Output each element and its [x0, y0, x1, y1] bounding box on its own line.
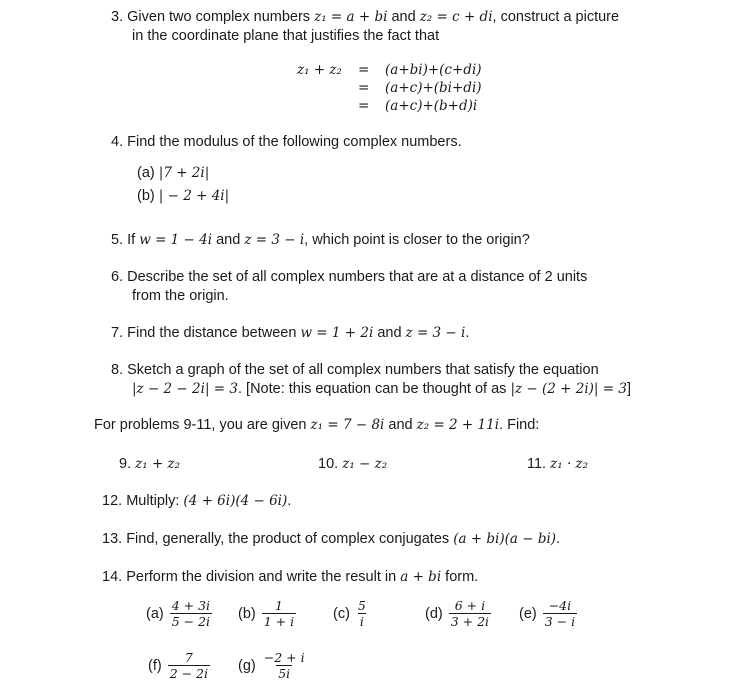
numerator: 7	[184, 650, 193, 665]
problem-text: Find the distance between	[127, 325, 297, 341]
conjunction: and	[388, 417, 413, 433]
z1-given: z₁ = 7 − 8i	[310, 417, 385, 433]
problem-expression: z₁ · z₂	[550, 456, 589, 472]
circle-equation-alt: |z − (2 + 2i)| = 3	[510, 381, 627, 397]
numerator: −4i	[548, 598, 572, 613]
problem-number: 7.	[111, 325, 124, 341]
problem-number: 11.	[527, 456, 547, 472]
problem-number: 4.	[111, 134, 124, 150]
problem-13	[102, 531, 560, 547]
part-label: (a)	[137, 165, 155, 181]
problem-number: 5.	[111, 232, 124, 248]
denominator: 5i	[278, 666, 291, 681]
problem-number: 13.	[102, 531, 123, 547]
denominator: 3 + 2i	[450, 614, 490, 629]
numerator: 5	[357, 598, 366, 613]
equals-sign: =	[358, 80, 370, 96]
problem-text-end: , construct a picture	[492, 9, 620, 25]
problem-text-end: .	[465, 325, 470, 341]
conjunction: and	[216, 232, 241, 248]
denominator: i	[359, 614, 364, 629]
fraction	[170, 598, 212, 629]
problem-text: Multiply:	[126, 493, 180, 509]
fraction	[168, 650, 210, 681]
equation-rhs-line: (a+bi)+(c+di)	[385, 62, 482, 78]
denominator: 1 + i	[263, 614, 295, 629]
problem-text-end: .	[287, 493, 292, 509]
problem-6	[111, 269, 587, 285]
fraction	[449, 598, 491, 629]
problem-text: Find, generally, the product of complex conjugates	[126, 531, 450, 547]
part-label: (d)	[425, 605, 443, 622]
standard-form: a + bi	[400, 569, 442, 585]
circle-equation: |z − 2 − 2i| = 3	[132, 381, 238, 397]
problem-expression: z₁ + z₂	[135, 456, 181, 472]
problem-5	[111, 232, 530, 248]
problem-text-end: .	[556, 531, 561, 547]
given-end: . Find:	[499, 417, 540, 433]
division-item-b	[238, 598, 296, 629]
problem-4a	[137, 165, 209, 181]
given-statement	[94, 417, 539, 433]
problem-number: 6.	[111, 269, 124, 285]
part-label: (e)	[519, 605, 537, 622]
w-definition: w = 1 + 2i	[300, 325, 374, 341]
problem-text: Describe the set of all complex numbers that are at a distance of 2 units	[127, 269, 588, 285]
part-expression: |7 + 2i|	[158, 165, 210, 181]
fraction	[262, 650, 307, 681]
part-label: (b)	[238, 605, 256, 622]
w-definition: w = 1 − 4i	[139, 232, 213, 248]
problem-3	[111, 9, 619, 25]
conjunction: and	[391, 9, 416, 25]
denominator: 3 − i	[544, 614, 576, 629]
problem-expression: (a + bi)(a − bi)	[453, 531, 557, 547]
z-definition: z = 3 − i	[244, 232, 305, 248]
problem-8	[111, 362, 599, 378]
problem-14	[102, 569, 478, 585]
part-label: (g)	[238, 657, 256, 674]
division-item-g	[238, 650, 307, 681]
problem-4	[111, 134, 462, 150]
numerator: 4 + 3i	[171, 598, 211, 613]
problem-3-line2: in the coordinate plane that justifies the fact that	[132, 28, 440, 44]
problem-8-line2	[132, 381, 631, 397]
problem-text: If	[127, 232, 136, 248]
z-definition: z = 3 − i	[405, 325, 466, 341]
problem-10	[318, 456, 387, 472]
equation-rhs-line: (a+c)+(b+d)i	[385, 98, 478, 114]
z2-definition: z₂ = c + di	[419, 9, 493, 25]
denominator: 5 − 2i	[171, 614, 211, 629]
division-item-d	[425, 598, 491, 629]
problem-9	[119, 456, 180, 472]
division-item-c	[333, 598, 368, 629]
problem-expression: z₁ − z₂	[342, 456, 388, 472]
problem-7	[111, 325, 469, 341]
problem-12	[102, 493, 291, 509]
numerator: 1	[274, 598, 283, 613]
equation-rhs-line: (a+c)+(bi+di)	[385, 80, 482, 96]
equals-sign: =	[358, 62, 370, 78]
problem-text-end: , which point is closer to the origin?	[304, 232, 530, 248]
z2-given: z₂ = 2 + 11i	[416, 417, 500, 433]
problem-expression: (4 + 6i)(4 − 6i)	[183, 493, 288, 509]
part-label: (f)	[148, 657, 162, 674]
problem-number: 8.	[111, 362, 124, 378]
note-end: ]	[626, 381, 631, 397]
problem-number: 14.	[102, 569, 123, 585]
fraction	[543, 598, 577, 629]
equals-sign: =	[358, 98, 370, 114]
denominator: 2 − 2i	[169, 666, 209, 681]
numerator: −2 + i	[263, 650, 305, 665]
part-label: (c)	[333, 605, 350, 622]
division-item-e	[519, 598, 577, 629]
problem-text: Given two complex numbers	[127, 9, 311, 25]
problem-number: 12.	[102, 493, 123, 509]
fraction	[356, 598, 368, 629]
note-text: . [Note: this equation can be thought of as	[237, 381, 507, 397]
part-label: (b)	[137, 188, 155, 204]
part-label: (a)	[146, 605, 164, 622]
conjunction: and	[377, 325, 402, 341]
problem-text-end: form.	[445, 569, 479, 585]
problem-text: Sketch a graph of the set of all complex numbers that satisfy the equation	[127, 362, 599, 378]
problem-11	[527, 456, 588, 472]
z1-definition: z₁ = a + bi	[314, 9, 388, 25]
problem-6-line2: from the origin.	[132, 288, 229, 304]
division-item-f	[148, 650, 210, 681]
division-item-a	[146, 598, 212, 629]
given-text: For problems 9-11, you are given	[94, 417, 307, 433]
problem-number: 10.	[318, 456, 339, 472]
numerator: 6 + i	[454, 598, 486, 613]
problem-number: 9.	[119, 456, 132, 472]
part-expression: | − 2 + 4i|	[158, 188, 230, 204]
problem-number: 3.	[111, 9, 124, 25]
equation-lhs: z₁ + z₂	[297, 62, 342, 78]
fraction	[262, 598, 296, 629]
problem-text: Find the modulus of the following complex numbers.	[127, 134, 462, 150]
problem-4b	[137, 188, 229, 204]
problem-text: Perform the division and write the result in	[126, 569, 397, 585]
